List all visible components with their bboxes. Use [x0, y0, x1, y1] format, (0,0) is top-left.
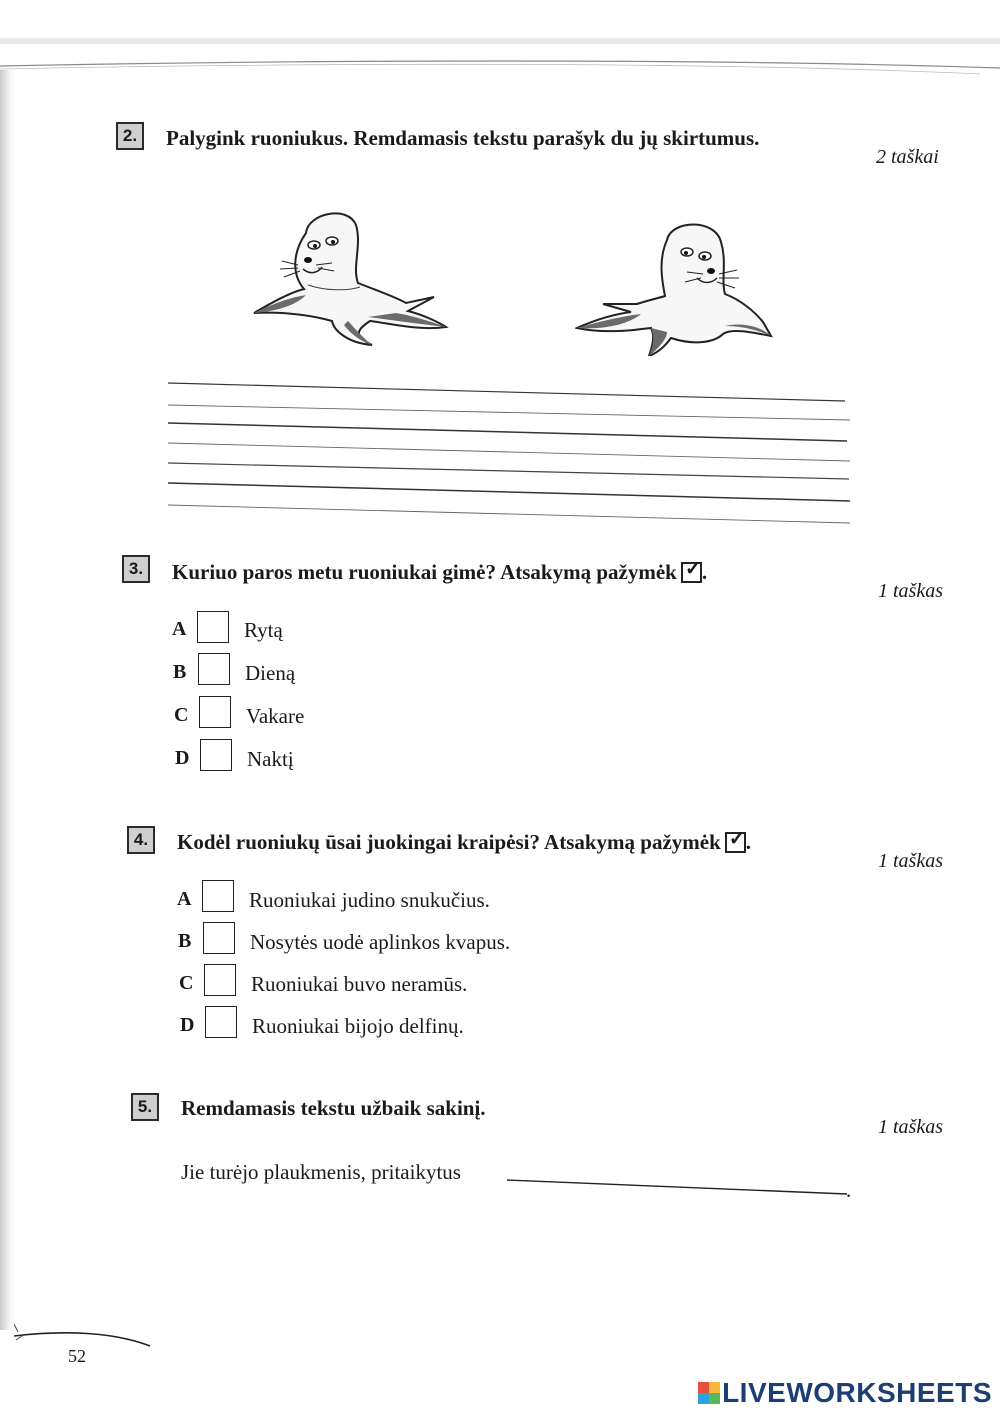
- q4-option-b-text: Nosytės uodė aplinkos kvapus.: [250, 930, 511, 954]
- question-3-text: [172, 560, 707, 585]
- page-number: 52: [68, 1346, 86, 1366]
- q3-option-a-letter: A: [172, 618, 187, 640]
- q4-option-a-letter: A: [177, 888, 192, 910]
- check-symbol-icon: ✓: [725, 832, 746, 853]
- question-5-text: Remdamasis tekstu užbaik sakinį.: [181, 1096, 486, 1120]
- page-binding-shadow: [0, 70, 16, 1330]
- q4-option-b-checkbox[interactable]: [203, 922, 235, 954]
- q4-option-d-letter: D: [180, 1014, 195, 1036]
- question-4-points: 1 taškas: [878, 850, 943, 872]
- question-4-text: [177, 830, 751, 855]
- q3-option-b-text: Dieną: [245, 661, 296, 685]
- question-4-number: 4.: [127, 826, 155, 854]
- answer-lines-q2[interactable]: [165, 375, 855, 535]
- q4-option-c-letter: C: [179, 972, 194, 994]
- brand-name: LIVEWORKSHEETS: [722, 1377, 992, 1408]
- question-5-sentence-end: .: [846, 1178, 852, 1202]
- question-2-text: Palygink ruoniukus. Remdamasis tekstu parašyk du jų skirtumus.: [166, 126, 760, 150]
- q4-option-a-checkbox[interactable]: [202, 880, 234, 912]
- question-4-prompt: Kodėl ruoniukų ūsai juokingai kraipėsi? Atsakymą pažymėk: [177, 830, 721, 854]
- q3-option-b-checkbox[interactable]: [198, 653, 230, 685]
- q3-option-d-checkbox[interactable]: [200, 739, 232, 771]
- q4-option-d-text: Ruoniukai bijojo delfinų.: [252, 1014, 464, 1038]
- q4-option-b-letter: B: [178, 930, 192, 952]
- liveworksheets-brand[interactable]: [698, 1378, 992, 1408]
- q4-option-c-text: Ruoniukai buvo neramūs.: [251, 972, 468, 996]
- question-5-points: 1 taškas: [878, 1116, 943, 1138]
- question-3-end-punct: .: [701, 560, 708, 584]
- q3-option-c-text: Vakare: [246, 704, 305, 728]
- q3-option-d-text: Naktį: [247, 747, 294, 771]
- q4-option-c-checkbox[interactable]: [204, 964, 236, 996]
- q3-option-c-checkbox[interactable]: [199, 696, 231, 728]
- answer-line-q5[interactable]: [505, 1174, 855, 1200]
- question-2-points: 2 taškai: [876, 146, 939, 168]
- q3-option-b-letter: B: [173, 661, 187, 683]
- question-5-sentence: Jie turėjo plaukmenis, pritaikytus: [181, 1160, 461, 1184]
- q4-option-a-text: Ruoniukai judino snukučius.: [249, 888, 490, 912]
- question-4-end-punct: .: [745, 830, 752, 854]
- q3-option-d-letter: D: [175, 747, 190, 769]
- q3-option-a-text: Rytą: [244, 618, 283, 642]
- question-2-number: 2.: [116, 122, 144, 150]
- liveworksheets-logo-icon: [698, 1382, 720, 1404]
- question-3-prompt: Kuriuo paros metu ruoniukai gimė? Atsakymą pažymėk: [172, 560, 677, 584]
- q4-option-d-checkbox[interactable]: [205, 1006, 237, 1038]
- q3-option-c-letter: C: [174, 704, 189, 726]
- question-3-number: 3.: [122, 555, 150, 583]
- seal-illustration-left: [248, 205, 453, 347]
- question-3-points: 1 taškas: [878, 580, 943, 602]
- page-top-edge: [0, 38, 1000, 78]
- q3-option-a-checkbox[interactable]: [197, 611, 229, 643]
- check-symbol-icon: ✓: [681, 562, 702, 583]
- question-5-number: 5.: [131, 1093, 159, 1121]
- seal-illustration-right: [575, 216, 775, 356]
